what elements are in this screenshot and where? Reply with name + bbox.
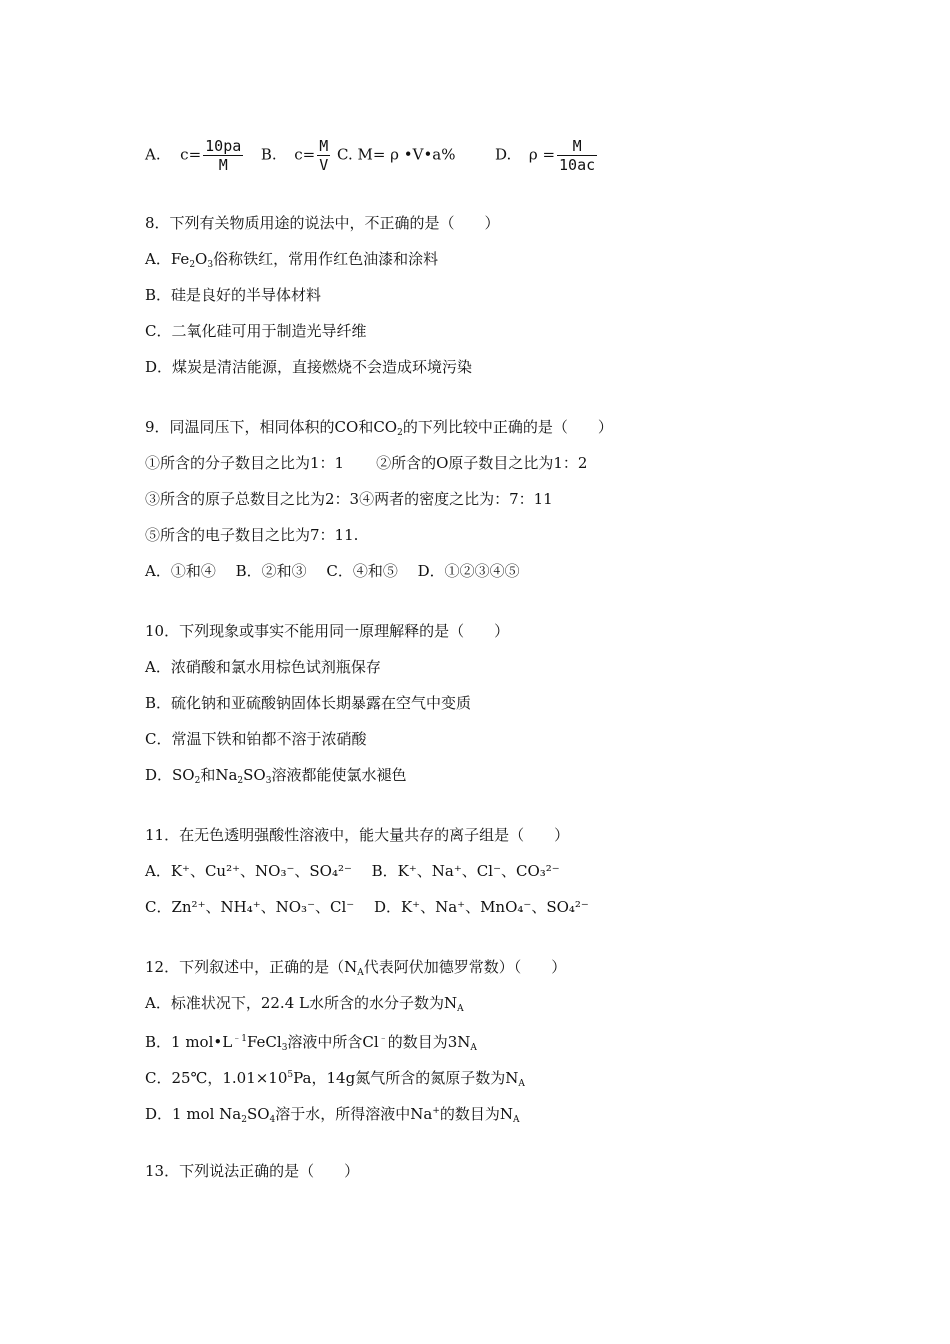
q10-option-d-sub3: 3: [265, 776, 272, 786]
q12-option-b-sub2: A: [470, 1043, 477, 1053]
q7-option-d-denominator: 10ac: [559, 156, 596, 174]
q12-option-a-sub: A: [457, 1004, 464, 1014]
q7-option-a-numerator: 10pa: [205, 137, 242, 155]
q9-statement-2: ②所含的O原子数目之比为1：2: [376, 454, 588, 472]
q12-option-d-sub3: A: [513, 1115, 520, 1125]
q8-option-a-mid: O: [195, 250, 208, 268]
q12-option-d: [145, 1101, 520, 1130]
q11-options-cd: C．Zn²⁺、NH₄⁺、NO₃⁻、Cl⁻ D．K⁺、Na⁺、MnO₄⁻、SO₄²⁻: [145, 898, 589, 916]
q12-option-b-pre: B．1 mol•L: [145, 1033, 233, 1051]
q9-statement-5: ⑤所含的电子数目之比为7：11.: [145, 526, 359, 544]
q11-options-ab: A．K⁺、Cu²⁺、NO₃⁻、SO₄²⁻ B．K⁺、Na⁺、Cl⁻、CO₃²⁻: [145, 862, 560, 880]
q9-options: A．①和④ B．②和③ C．④和⑤ D．①②③④⑤: [145, 562, 520, 580]
q8-option-a: [145, 249, 438, 275]
q9-stem-pre: 9．同温同压下，相同体积的CO和CO: [145, 418, 398, 436]
q10-option-d-mid2: SO: [243, 766, 266, 784]
q7-option-c: C. M= ρ •V•a%: [337, 145, 456, 164]
q12-option-b-mid2: 溶液中所含Cl: [287, 1033, 379, 1051]
q7-option-b-numerator: M: [319, 137, 329, 155]
q9-statement-3-4: ③所含的原子总数目之比为2：3④两者的密度之比为：7：11: [145, 490, 553, 508]
q10-option-d-sub1: 2: [194, 776, 201, 786]
q12-option-d-mid: SO: [246, 1105, 270, 1123]
q12-option-d-post: 的数目为N: [439, 1105, 514, 1123]
q7-option-d-fraction: [557, 137, 597, 174]
q9-statement-1: ①所含的分子数目之比为1：1: [145, 454, 345, 472]
q10-option-d-mid: 和Na: [200, 766, 238, 784]
q10-option-d-sub2: 2: [237, 776, 244, 786]
q7-option-b-prefix: c=: [294, 145, 316, 164]
q10-option-a: A．浓硝酸和氯水用棕色试剂瓶保存: [145, 658, 381, 676]
q12-option-b-sup2: ﹣: [378, 1034, 388, 1044]
q12-option-a-pre: A．标准状况下，22.4 L水所含的水分子数为N: [145, 994, 458, 1012]
q12-option-d-sup: +: [432, 1106, 440, 1116]
q7-options: [145, 137, 599, 174]
q12-option-d-pre: D．1 mol Na: [145, 1105, 242, 1123]
q10-option-c: C．常温下铁和铂都不溶于浓硝酸: [145, 730, 367, 748]
q12-stem-pre: 12．下列叙述中，正确的是（N: [145, 958, 358, 976]
q8-option-c: C．二氧化硅可用于制造光导纤维: [145, 322, 367, 340]
q7-option-b-denominator: V: [319, 156, 329, 174]
q10-option-d-pre: D．SO: [145, 766, 195, 784]
q8-option-d: D．煤炭是清洁能源，直接燃烧不会造成环境污染: [145, 358, 473, 376]
q7-option-a-denominator: M: [218, 156, 228, 174]
q12-option-d-sub2: 4: [269, 1115, 276, 1125]
q8-option-a-pre: A．Fe: [145, 250, 190, 268]
q11-stem: 11．在无色透明强酸性溶液中，能大量共存的离子组是（ ）: [145, 826, 570, 844]
q12-option-d-mid2: 溶于水，所得溶液中Na: [275, 1105, 433, 1123]
q12-option-c-pre: C．25℃，1.01×10: [145, 1069, 288, 1087]
q9-stem: [145, 417, 613, 443]
q7-option-b-label: B.: [260, 145, 277, 164]
q12-option-b-mid: FeCl: [246, 1033, 282, 1051]
q7-option-a-fraction: [203, 137, 243, 174]
q10-stem: 10．下列现象或事实不能用同一原理解释的是（ ）: [145, 622, 510, 640]
q12-option-b-mid3: 的数目为3N: [387, 1033, 471, 1051]
q7-option-d-prefix: ρ =: [528, 145, 556, 164]
q7-option-d-numerator: M: [557, 137, 597, 156]
q7-option-a-prefix: c=: [180, 145, 202, 164]
q8-option-b: B．硅是良好的半导体材料: [145, 286, 322, 304]
q10-option-b: B．硫化钠和亚硫酸钠固体长期暴露在空气中变质: [145, 694, 472, 712]
q8-option-a-sub1: 2: [189, 260, 196, 270]
q12-stem-post: 代表阿伏加德罗常数）（ ）: [363, 958, 567, 976]
q12-option-c: [145, 1065, 525, 1094]
q12-option-a: [145, 993, 464, 1019]
q13-stem: 13．下列说法正确的是（ ）: [145, 1162, 360, 1180]
q8-option-a-post: 俗称铁红，常用作红色油漆和涂料: [213, 250, 439, 268]
q12-option-b-sub: 3: [281, 1043, 288, 1053]
q12-stem-sub: A: [357, 968, 364, 978]
q9-stem-sub: 2: [397, 428, 403, 438]
q8-stem: 8．下列有关物质用途的说法中，不正确的是（ ）: [145, 214, 500, 232]
q12-stem: [145, 957, 566, 983]
q8-option-a-sub2: 3: [207, 260, 214, 270]
q10-option-d: [145, 765, 406, 791]
q7-option-b-fraction: [317, 137, 330, 174]
q12-option-c-sup: 5: [287, 1070, 294, 1080]
q7-option-a-label: A.: [145, 145, 161, 164]
q9-stem-post: 的下列比较中正确的是（ ）: [402, 418, 613, 436]
q10-option-d-post: 溶液都能使氯水褪色: [271, 766, 407, 784]
q12-option-b: [145, 1029, 477, 1058]
q12-option-c-sub: A: [518, 1079, 525, 1089]
q12-option-c-post: Pa，14g氮气所含的氮原子数为N: [293, 1069, 519, 1087]
q7-option-d-label: D.: [495, 145, 512, 164]
q12-option-b-sup: ﹣1: [232, 1034, 247, 1044]
q9-statement-1-2: [145, 453, 587, 473]
q12-option-d-sub1: 2: [241, 1115, 247, 1125]
